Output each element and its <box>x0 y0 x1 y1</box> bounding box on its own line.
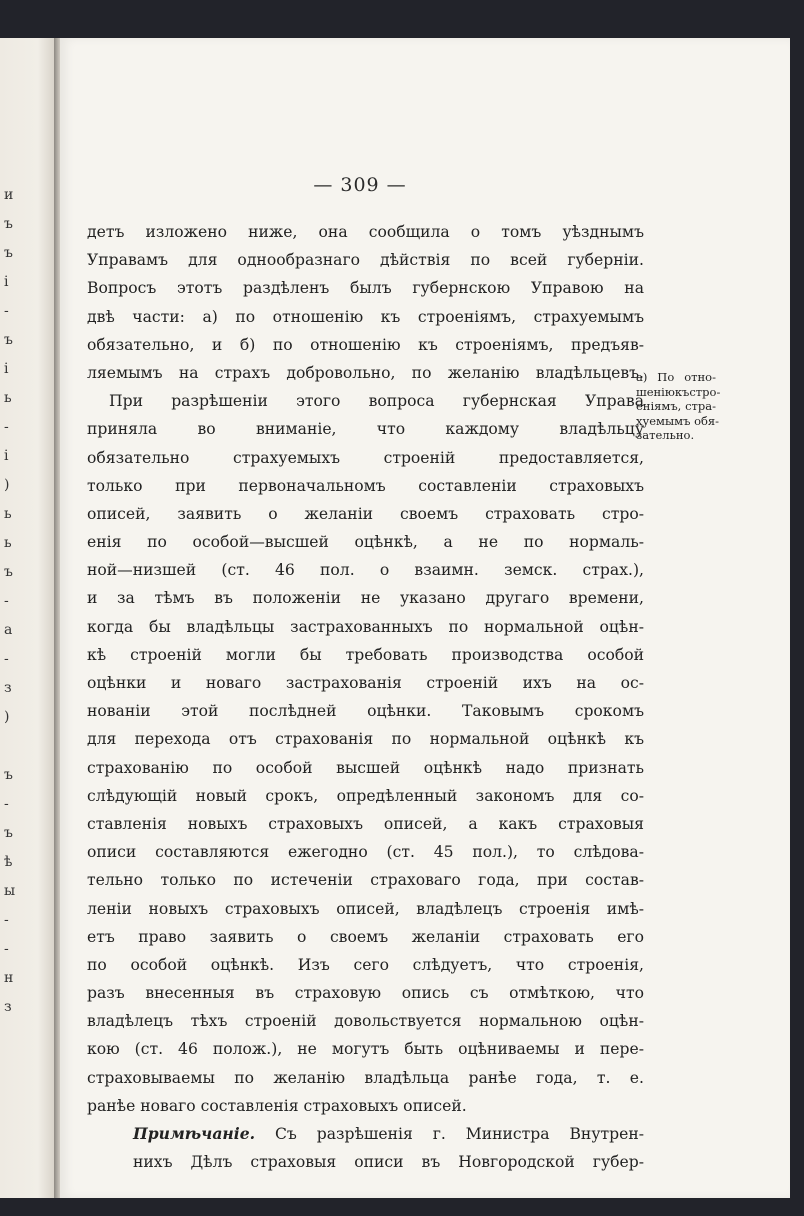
margin-note-line: хуемымъ обя- <box>636 413 720 428</box>
left-page-fragment: - <box>4 912 9 928</box>
left-page-fragment: - <box>4 651 9 667</box>
text-line: обязательно, и б) по отношенію къ строеніямъ, предъяв- <box>87 335 644 354</box>
text-line: для перехода отъ страхованія по нормальной оцѣнкѣ къ <box>87 730 644 749</box>
text-line: слѣдующій новый срокъ, опредѣленный закономъ для со- <box>87 786 644 805</box>
text-line: когда бы владѣльцы застрахованныхъ по нормальной оцѣн- <box>87 617 644 636</box>
left-page-fragment: ь <box>4 535 12 551</box>
left-page-fragment: - <box>4 941 9 957</box>
text-line: описей, заявить о желаніи своемъ страховать стро- <box>87 504 644 523</box>
left-page-fragment: ) <box>4 709 10 725</box>
left-page-fragment: ѣ <box>4 854 13 870</box>
text-line: кѣ строеній могли бы требовать производства особой <box>87 645 644 664</box>
margin-note-line: еніямъ, стра- <box>636 399 716 413</box>
paragraph-end-line: ранѣе новаго составленія страховыхъ описей. <box>87 1096 467 1115</box>
text-line: тельно только по истеченіи страховаго года, при состав- <box>87 871 644 890</box>
note-line <box>87 1120 644 1148</box>
text-line: двѣ части: а) по отношенію къ строеніямъ, страхуемымъ <box>87 307 644 326</box>
left-page-fragment: ъ <box>4 216 13 232</box>
left-page-fragment: і <box>4 448 9 464</box>
margin-note <box>636 370 721 443</box>
body-text <box>87 218 644 1176</box>
text-line: владѣлецъ тѣхъ строеній довольствуется нормальною оцѣн- <box>87 1012 644 1031</box>
left-page-fragment: ) <box>4 477 10 493</box>
margin-note-line: шеніюкъстро- <box>636 384 721 399</box>
text-line: и за тѣмъ въ положеніи не указано другаго времени, <box>87 589 644 608</box>
text-line: етъ право заявить о своемъ желаніи страховать его <box>87 927 644 946</box>
text-line: приняла во вниманіе, что каждому владѣльцу <box>87 420 644 439</box>
text-line: по особой оцѣнкѣ. Изъ сего слѣдуетъ, что строенія, <box>87 955 644 974</box>
note-label: Примѣчаніе. <box>133 1124 256 1143</box>
left-page-fragment: ъ <box>4 564 13 580</box>
text-line: Вопросъ этотъ раздѣленъ былъ губернскою Управою на <box>87 279 644 298</box>
left-page-fragment: і <box>4 361 9 377</box>
left-facing-page <box>0 38 54 1198</box>
text-line: разъ внесенныя въ страховую опись съ отмѣткою, что <box>87 984 644 1003</box>
left-page-fragment: - <box>4 796 9 812</box>
paragraph-start-line: При разрѣшеніи этого вопроса губернская Управа <box>109 392 644 411</box>
note-text: Съ разрѣшенія г. Министра Внутрен- <box>274 1125 644 1143</box>
left-page-fragment: ъ <box>4 245 13 261</box>
left-page-fragment: ъ <box>4 332 13 348</box>
left-page-fragment: и <box>4 187 14 203</box>
left-page-fragment: ы <box>4 883 16 899</box>
text-line: детъ изложено ниже, она сообщила о томъ уѣзднымъ <box>87 223 644 241</box>
page-309 <box>60 38 790 1198</box>
text-line: ставленія новыхъ страховыхъ описей, а какъ страховыя <box>87 814 644 833</box>
text-line: Управамъ для однообразнаго дѣйствія по всей губерніи. <box>87 251 644 270</box>
left-page-fragment: ь <box>4 506 12 522</box>
left-page-fragment: а <box>4 622 13 638</box>
text-line: ляемымъ на страхъ добровольно, по желанію владѣльцевъ. <box>87 363 644 382</box>
left-page-fragment: - <box>4 593 9 609</box>
text-line: енія по особой—высшей оцѣнкѣ, а не по нормаль- <box>87 533 644 552</box>
left-page-fragment: з <box>4 680 12 696</box>
text-line: описи составляются ежегодно (ст. 45 пол.), то слѣдова- <box>87 843 644 862</box>
page-number: — 309 — <box>313 174 407 196</box>
left-page-fragment: н <box>4 970 14 986</box>
text-line: только при первоначальномъ составленіи страховыхъ <box>87 476 644 495</box>
text-line: леніи новыхъ страховыхъ описей, владѣлецъ строенія имѣ- <box>87 899 644 918</box>
left-page-fragment: ь <box>4 390 12 406</box>
text-line: кою (ст. 46 полож.), не могутъ быть оцѣниваемы и пере- <box>87 1040 644 1059</box>
left-page-fragment: з <box>4 999 12 1015</box>
text-line: обязательно страхуемыхъ строеній предоставляется, <box>87 448 644 467</box>
left-page-fragment: - <box>4 419 9 435</box>
left-page-fragment: ъ <box>4 767 13 783</box>
text-line: страховываемы по желанію владѣльца ранѣе года, т. е. <box>87 1068 644 1087</box>
text-line: нованіи этой послѣдней оцѣнки. Таковымъ срокомъ <box>87 702 644 721</box>
margin-note-line: зательно. <box>636 428 695 442</box>
note-line: нихъ Дѣлъ страховыя описи въ Новгородской губер- <box>133 1153 644 1172</box>
left-page-fragment: ъ <box>4 825 13 841</box>
text-line: оцѣнки и новаго застрахованія строеній ихъ на ос- <box>87 674 644 692</box>
left-page-fragment: - <box>4 303 9 319</box>
text-line: ной—низшей (ст. 46 пол. о взаимн. земск. страх.), <box>87 561 644 580</box>
left-page-fragment: і <box>4 274 9 290</box>
margin-note-line: а) По отно- <box>636 370 716 384</box>
text-line: страхованію по особой высшей оцѣнкѣ надо признать <box>87 758 644 777</box>
